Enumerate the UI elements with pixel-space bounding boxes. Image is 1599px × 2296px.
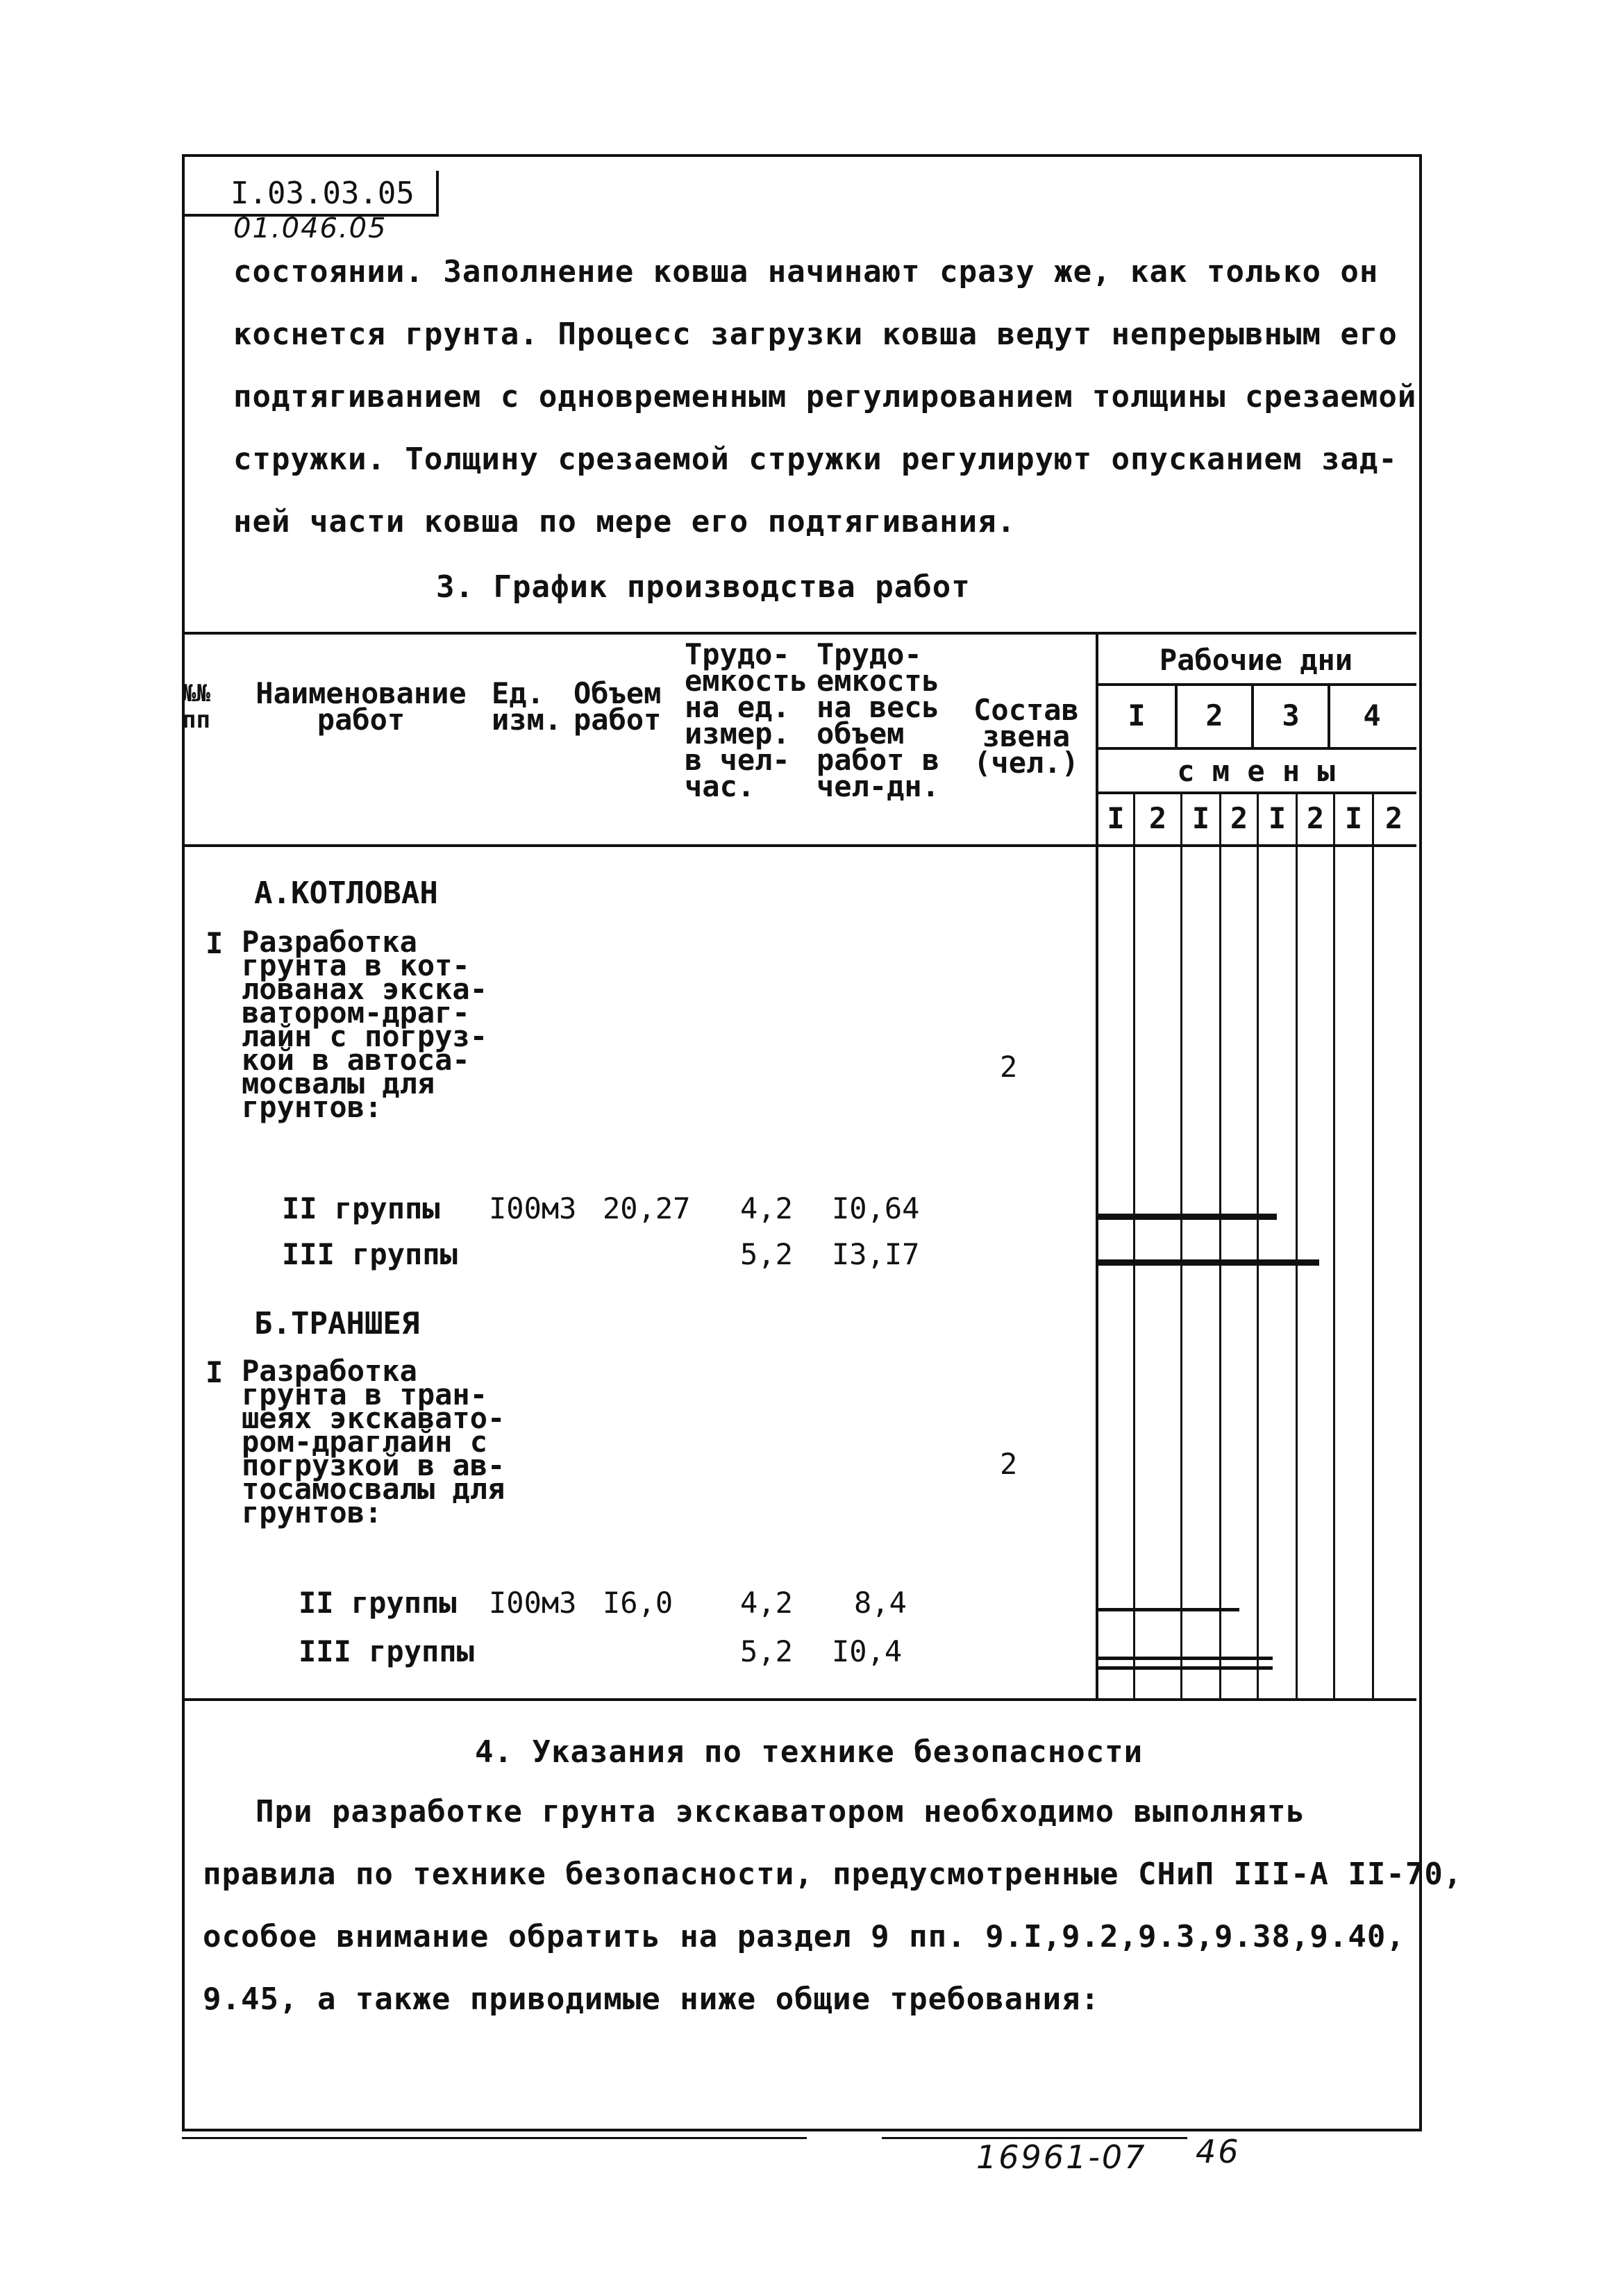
row-labor-unit: 5,2 bbox=[740, 1634, 793, 1668]
section-b-title: Б.ТРАНШЕЯ bbox=[254, 1306, 420, 1341]
intro-line-4: стружки. Толщину срезаемой стружки регулируют опусканием зад- bbox=[233, 442, 1398, 477]
safety-line-3: особое внимание обратить на раздел 9 пп. 9.I,9.2,9.3,9.38,9.40, bbox=[203, 1919, 1405, 1954]
document-code: I.03.03.05 bbox=[182, 171, 439, 217]
section-b-crew: 2 bbox=[1000, 1447, 1018, 1481]
shift-col-5 bbox=[1296, 791, 1298, 1698]
shift-label-8: 2 bbox=[1384, 801, 1403, 835]
shift-label-4: 2 bbox=[1230, 801, 1248, 835]
section-a-item-name: Разработка грунта в кот- лованах экска- ватором-драг- лайн с погруз- кой в автоса- мосвалы для грунтов: bbox=[242, 925, 488, 1124]
header-work-days: Рабочие дни bbox=[1159, 643, 1353, 677]
row-labor-unit: 5,2 bbox=[740, 1237, 793, 1271]
day-label-1: I bbox=[1128, 698, 1146, 732]
section-b-item-num: I bbox=[206, 1355, 224, 1389]
row-volume: I6,0 bbox=[603, 1586, 673, 1620]
header-labor-total: Трудо- емкость на весь объем работ в чел-дн. bbox=[817, 637, 940, 803]
gantt-bar bbox=[1098, 1608, 1239, 1611]
shift-col-1 bbox=[1133, 791, 1135, 1698]
intro-line-2: коснется грунта. Процесс загрузки ковша ведут непрерывным его bbox=[233, 317, 1398, 352]
row-labor-total: I0,4 bbox=[832, 1634, 903, 1668]
gantt-days-line bbox=[1096, 683, 1416, 686]
row-labor-unit: 4,2 bbox=[740, 1191, 793, 1225]
section-a-title: А.КОТЛОВАН bbox=[254, 875, 438, 911]
row-volume: 20,27 bbox=[603, 1191, 691, 1225]
row-unit: I00м3 bbox=[489, 1191, 577, 1225]
day-label-2: 2 bbox=[1205, 698, 1223, 732]
table-row: III группы bbox=[299, 1634, 474, 1668]
shift-label-3: I bbox=[1191, 801, 1210, 835]
shift-col-4 bbox=[1257, 791, 1259, 1698]
shift-label-1: I bbox=[1107, 801, 1125, 835]
row-labor-unit: 4,2 bbox=[740, 1586, 793, 1620]
header-volume: Объем работ bbox=[574, 676, 662, 737]
header-crew: Состав звена (чел.) bbox=[973, 693, 1079, 780]
gantt-bar bbox=[1098, 1259, 1319, 1266]
shift-col-7 bbox=[1372, 791, 1374, 1698]
gantt-shifts-top bbox=[1096, 747, 1416, 750]
shift-col-3 bbox=[1219, 791, 1221, 1698]
row-labor-total: 8,4 bbox=[854, 1586, 907, 1620]
gantt-shifts-bottom bbox=[1096, 791, 1416, 794]
safety-line-4: 9.45, а также приводимые ниже общие требования: bbox=[203, 1981, 1100, 2017]
safety-line-2: правила по технике безопасности, предусмотренные СНиП III-А II-70, bbox=[203, 1857, 1463, 1892]
table-row: III группы bbox=[282, 1237, 458, 1271]
shift-label-5: I bbox=[1268, 801, 1287, 835]
row-labor-total: I0,64 bbox=[832, 1191, 920, 1225]
day-label-3: 3 bbox=[1282, 698, 1300, 732]
gantt-bar bbox=[1098, 1657, 1273, 1660]
footer-page: 46 bbox=[1196, 2133, 1241, 2170]
shift-col-2 bbox=[1180, 791, 1182, 1698]
footer-code: 16961-07 bbox=[976, 2138, 1147, 2176]
header-labor-unit: Трудо- емкость на ед. измер. в чел- час. bbox=[685, 637, 808, 803]
shift-label-6: 2 bbox=[1306, 801, 1325, 835]
header-unit: Ед. изм. bbox=[492, 676, 562, 737]
footer-line-left bbox=[182, 2137, 807, 2139]
section-a-item-num: I bbox=[206, 926, 224, 960]
table-row: II группы bbox=[299, 1586, 457, 1620]
table-top-border bbox=[182, 632, 1416, 635]
document-code-handwritten: 01.046.05 bbox=[233, 212, 387, 244]
shift-label-2: 2 bbox=[1148, 801, 1167, 835]
safety-line-1: При разработке грунта экскаватором необходимо выполнять bbox=[256, 1794, 1305, 1829]
intro-line-3: подтягиванием с одновременным регулированием толщины срезаемой bbox=[233, 379, 1417, 414]
row-unit: I00м3 bbox=[489, 1586, 577, 1620]
header-name: Наименование работ bbox=[256, 676, 467, 737]
shift-col-6 bbox=[1333, 791, 1335, 1698]
shifts-label: с м е н ы bbox=[1177, 754, 1335, 788]
section-4-title: 4. Указания по технике безопасности bbox=[475, 1734, 1144, 1770]
table-bottom-border bbox=[182, 1698, 1416, 1701]
header-num: №№ пп bbox=[182, 680, 210, 734]
gantt-bar bbox=[1098, 1214, 1277, 1220]
intro-line-5: ней части ковша по мере его подтягивания. bbox=[233, 504, 1016, 539]
table-header-bottom bbox=[182, 844, 1416, 847]
section-b-item-name: Разработка грунта в тран- шеях экскавато- ром-драглайн с погрузкой в ав- тосамосвалы для грунтов: bbox=[242, 1354, 505, 1530]
section-a-crew: 2 bbox=[1000, 1050, 1018, 1084]
day-label-4: 4 bbox=[1363, 698, 1381, 732]
intro-line-1: состоянии. Заполнение ковша начинают сразу же, как только он bbox=[233, 254, 1379, 290]
shift-label-7: I bbox=[1344, 801, 1363, 835]
row-labor-total: I3,I7 bbox=[832, 1237, 920, 1271]
table-row: II группы bbox=[282, 1191, 440, 1225]
section-3-title: 3. График производства работ bbox=[436, 569, 971, 605]
gantt-bar-double bbox=[1098, 1666, 1273, 1670]
